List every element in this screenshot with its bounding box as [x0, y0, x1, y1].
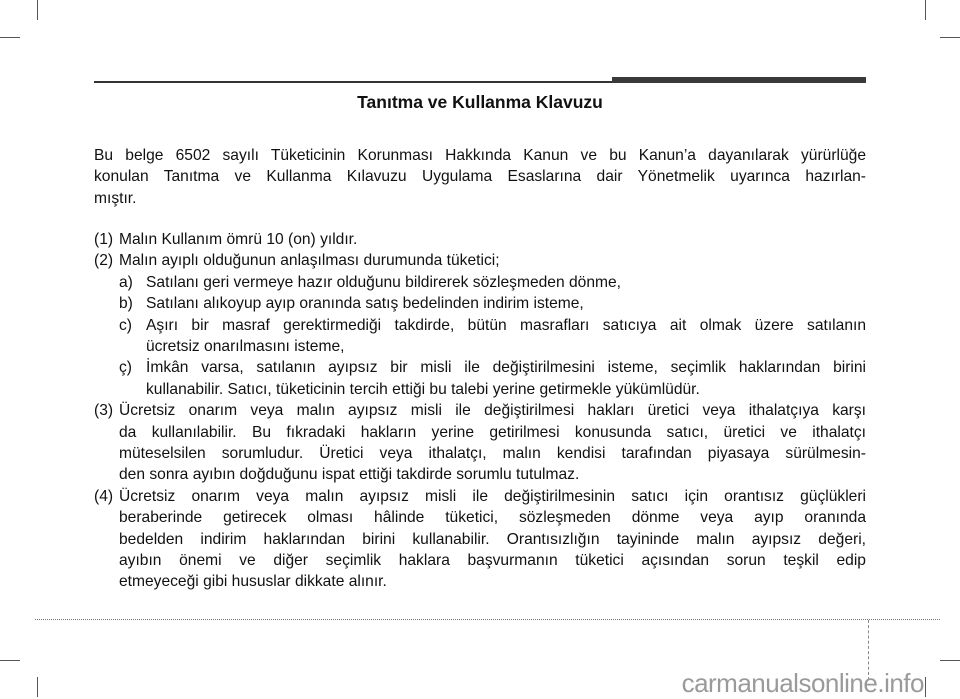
list-item-text: ayıbın önemi ve diğer seçimlik haklara başvurmanın tüketici açısından sorun teşkil edip — [119, 552, 866, 569]
list-item-text: Malın ayıplı olduğunun anlaşılması durumunda tüketici; — [119, 252, 500, 270]
list-item-text: müteselsilen sorumludur. Üretici veya ithalatçı, malın kendisi tarafından piyasaya sürülmesin- — [119, 445, 866, 462]
header-rule — [94, 81, 612, 83]
crop-mark — [925, 677, 926, 697]
crop-mark — [0, 37, 20, 38]
list-item-text: İmkân varsa, satılanın ayıpsız bir misli ile değiştirilmesini isteme, seçimlik haklarından birini — [146, 359, 866, 377]
list-item-text: Ücretsiz onarım veya malın ayıpsız misli ile değiştirilmesi hakları üretici veya ithalatçıya karşı — [119, 402, 866, 420]
intro-line: Bu belge 6502 sayılı Tüketicinin Korunması Hakkında Kanun ve bu Kanun’a dayanılarak yürürlüğe — [94, 147, 866, 164]
crop-mark — [940, 660, 960, 661]
crop-mark — [925, 0, 926, 20]
crop-mark — [37, 677, 38, 697]
list-item-text: da kullanılabilir. Bu fıkradaki hakların yerine getirilmesi konusunda satıcı, üretici ve ithalatçı — [119, 423, 866, 441]
list-item-label: a) — [119, 273, 133, 291]
list-item-label: c) — [119, 316, 132, 334]
list-item-label: ç) — [119, 359, 132, 377]
crop-mark — [37, 0, 38, 20]
header-bar — [612, 77, 866, 83]
list-item-text: Satılanı alıkoyup ayıp oranında satış bedelinden indirim isteme, — [146, 295, 584, 313]
list-item-text: Satılanı geri vermeye hazır olduğunu bildirerek sözleşmeden dönme, — [146, 273, 622, 291]
list-item-label: b) — [119, 295, 133, 313]
list-item-text: Ücretsiz onarım veya malın ayıpsız misli ile değiştirilmesinin satıcı için orantısız güçlükleri — [119, 487, 866, 505]
list-item-text: Aşırı bir masraf gerektirmediği takdirde, bütün masrafları satıcıya ait olmak üzere satılanın — [146, 316, 866, 334]
list-item-text: bedelden indirim haklarından birini kullanabilir. Orantısızlığın tayininde malın ayıpsız değeri, — [119, 530, 866, 548]
page-title: Tanıtma ve Kullanma Klavuzu — [357, 92, 603, 112]
intro-line: konulan Tanıtma ve Kullanma Kılavuzu Uygulama Esaslarına dair Yönetmelik uyarınca hazırlan- — [94, 168, 866, 186]
list-item-label: (3) — [94, 402, 114, 420]
list-item-text: beraberinde getirecek olması hâlinde tüketici, sözleşmeden dönme veya ayıp oranında — [119, 509, 866, 527]
list-item-text: kullanabilir. Satıcı, tüketicinin tercih ettiği bu talebi yerine getirmekle yükümlüdür. — [146, 380, 700, 398]
list-item-text: Malın Kullanım ömrü 10 (on) yıldır. — [119, 231, 358, 248]
intro-line: mıştır. — [94, 189, 137, 207]
list-item-label: (1) — [94, 231, 114, 248]
list-item-text: den sonra ayıbın doğduğunu ispat ettiği takdirde sorumlu tutulmaz. — [119, 466, 580, 484]
list-item-label: (2) — [94, 252, 114, 270]
crop-mark — [940, 37, 960, 38]
footer-dotted-rule — [35, 619, 940, 620]
list-item-label: (4) — [94, 487, 114, 505]
watermark: carmanualsonline.info — [681, 668, 924, 698]
crop-mark — [0, 660, 20, 661]
list-item-text: ücretsiz onarılmasını isteme, — [146, 338, 345, 355]
list-item-text: etmeyeceği gibi hususlar dikkate alınır. — [119, 573, 387, 591]
